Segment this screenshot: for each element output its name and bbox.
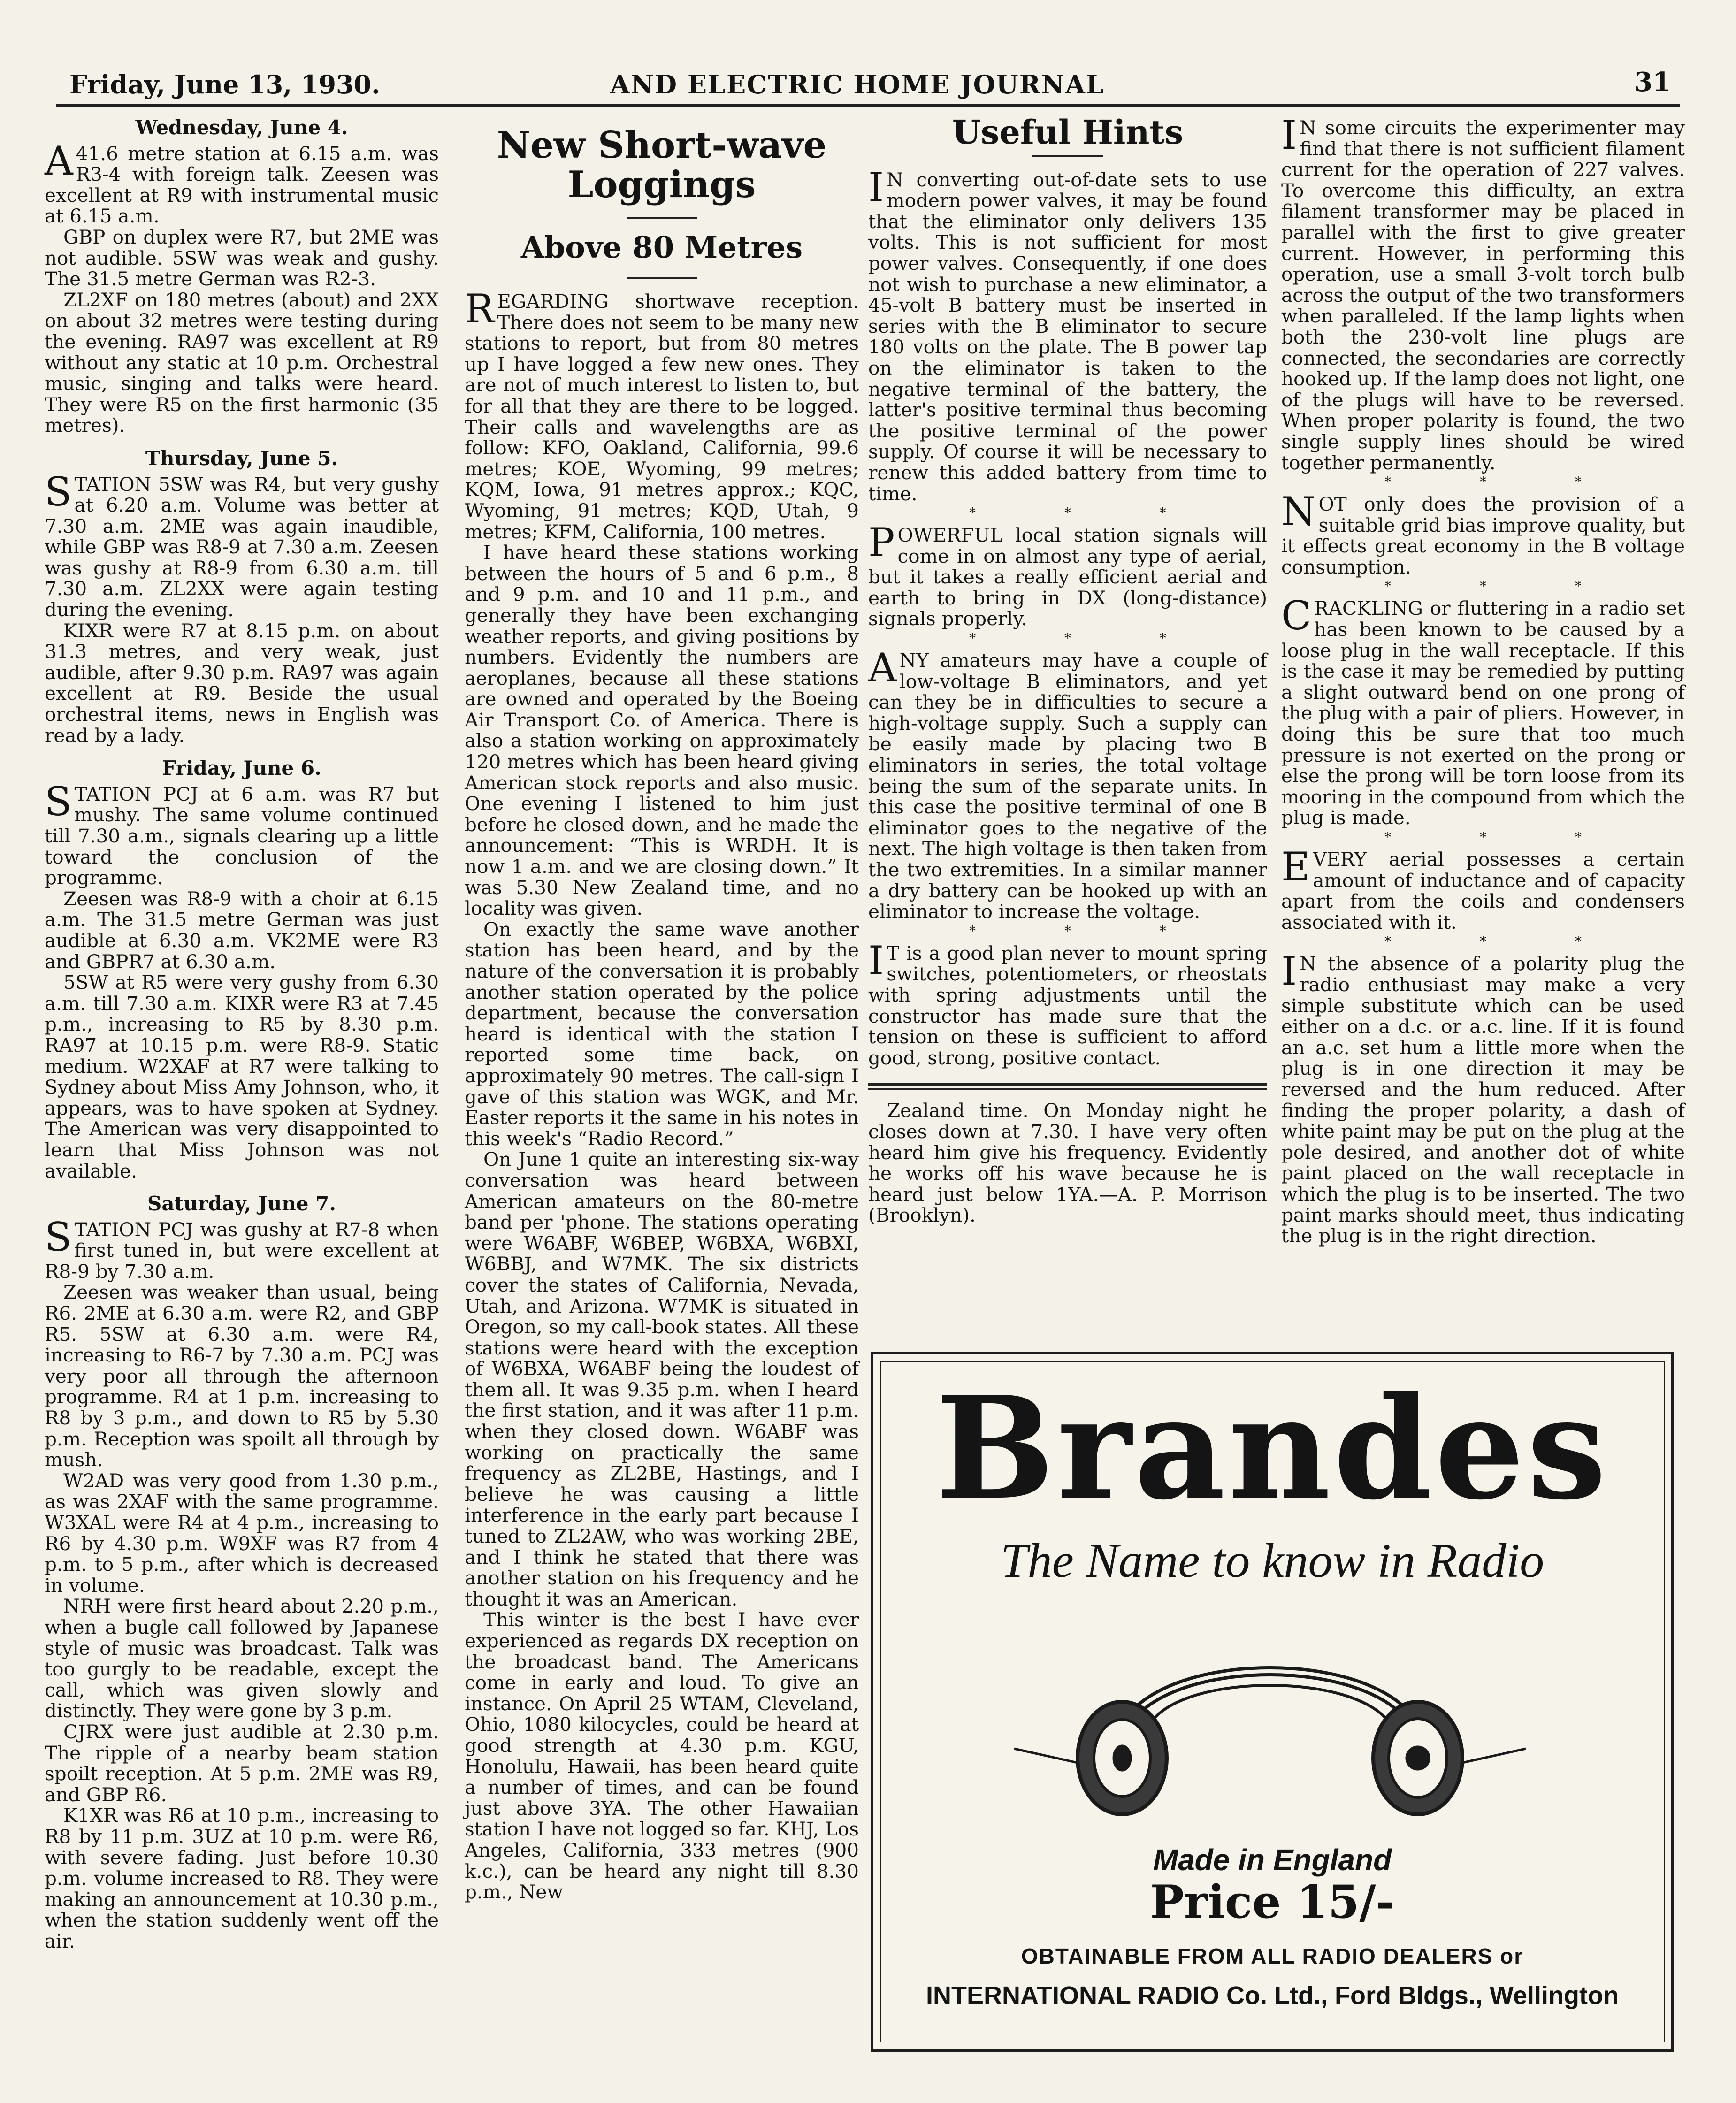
article-paragraph: REGARDING shortwave reception. There does not seem to be many new stations to report, but from 80 metres up I have logged a few new ones. They are not of much interest to listen to, but for all that they are there to be logged. Their calls and wavelengths are as follow: KFO, Oakland, California, 99.6 metres; KOE, Wyoming, 99 metres; KQM, Iowa, 91 metres approx.; KQC, Wyoming, 91 metres; KQD, Utah, 9 metres; KFM, California, 100 metres.: [465, 286, 859, 543]
log-paragraph: Zeesen was weaker than usual, being R6. 2ME at 6.30 a.m. were R2, and GBP R5. 5SW at 6.30 a.m. were R4, increasing to R6-7 by 7.30 a.m. PCJ was very poor all through the afternoon programme. R4 at 1 p.m. increasing to R8 by 3 p.m., and down to R5 by 5.30 p.m. Reception was spoilt all through by mush.: [45, 1281, 439, 1471]
separator-stars: * * *: [969, 630, 1208, 646]
log-paragraph: NRH were first heard about 2.20 p.m., when a bugle call followed by Japanese style of music was broadcast. Talk was too gurgly to be readable, except the call, which was given slowly and distinctly. They were gone by 3 p.m.: [45, 1595, 439, 1722]
headphones-illustration: [1005, 1608, 1535, 1824]
left-earpiece-icon: [1078, 1702, 1167, 1814]
hint-paragraph: POWERFUL local station signals will come in on almost any type of aerial, but it takes a really efficient aerial and earth to bring in DX (long-distance) signals properly.: [868, 520, 1267, 630]
subtitle-rule: [627, 277, 697, 279]
article-title: New Short-wave Loggings: [497, 124, 827, 206]
hint-paragraph: CRACKLING or fluttering in a radio set has been known to be caused by a loose plug in the wall receptacle. If this is the case it may be remedied by putting a slight outward bend on one prong of the plug with a pair of pliers. However, in doing this be sure that too much pressure is not exerted on the prong or else the prong will be torn loose from its mooring in the compound from which the plug is made.: [1281, 593, 1685, 829]
ad-made-in: Made in England: [1153, 1843, 1392, 1877]
title-rule: [627, 217, 697, 219]
ad-price: Price 15/-: [1150, 1875, 1395, 1928]
log-paragraph: KIXR were R7 at 8.15 p.m. on about 31.3 metres, and very weak, just audible, after 9.30 p.m. RA97 was again excellent at R9. Beside the usual orchestral items, news in English was read by a lady.: [45, 619, 439, 747]
hints-title: Useful Hints: [952, 113, 1184, 152]
log-paragraph: STATION PCJ was gushy at R7-8 when first tuned in, but were excellent at R8-9 by 7.30 a.m.: [45, 1214, 439, 1283]
header-rule: [56, 104, 1680, 107]
hint-paragraph: ANY amateurs may have a couple of low-voltage B eliminators, and yet can they be in difficulties to secure a high-voltage supply. Such a supply can be easily made by placing two B eliminators in series, the total voltage being the sum of the separate units. In this case the positive terminal of one B eliminator goes to the negative of the next. The high voltage is then taken from the two extremities. In a similar manner a dry battery can be hooked up with an eliminator to increase the voltage.: [868, 645, 1267, 923]
column-hints-continued: [1281, 112, 1685, 1247]
ad-brand-name: Brandes: [935, 1365, 1609, 1531]
hint-paragraph: IT is a good plan never to mount spring switches, potentiometers, or rheostats with spring adjustments until the constructor has made sure that the tension on these is sufficient to afford good, strong, positive contact.: [868, 937, 1267, 1069]
hint-paragraph: EVERY aerial possesses a certain amount of inductance and of capacity apart from the coils and condensers associated with it.: [1281, 844, 1685, 933]
article-paragraph: I have heard these stations working between the hours of 5 and 6 p.m., 8 and 9 p.m. and 10 and 11 p.m., and generally they have been exchanging weather reports, and giving positions by numbers. Evidently the numbers are aeroplanes, because all these stations are owned and operated by the Boeing Air Transport Co. of America. There is also a station working on approximately 120 metres which has been heard giving American stock reports and also music. One evening I listened to him just before he closed down, and he made the announcement: “This is WRDH. It is now 1 a.m. and we are closing down.” It was 5.30 New Zealand time, and no locality was given.: [465, 541, 859, 920]
hint-paragraph: IN the absence of a polarity plug the radio enthusiast may make a very simple substitute which can be used either on a d.c. or a.c. line. If it is found an a.c. set hum a little more when the plug is in one direction it may be reversed and the hum reduced. After finding the proper polarity, a dash of white paint may be put on the plug at the pole desired, and another dot of white paint placed on the wall receptacle in which the plug is to be inserted. The two paint marks should meet, thus indicating the plug is in the right direction.: [1281, 948, 1685, 1247]
article-paragraph: On June 1 quite an interesting six-way conversation was heard between American amateurs on the 80-metre band per 'phone. The stations operating were W6ABF, W6BEP, W6BXA, W6BXI, W6BBJ, and W7MK. The six districts cover the states of California, Nevada, Utah, and Arizona. W7MK is situated in Oregon, so my call-book states. All these stations were heard with the exception of W6BXA, W6ABF being the loudest of them all. It was 9.35 p.m. when I heard the first station, and it was after 11 p.m. when they closed down. W6ABF was working on practically the same frequency as ZL2BE, Hastings, and I believe he was causing a little interference in the early part because I tuned to ZL2AW, who was working 2BE, and I think he stated that there was another station on his frequency and he thought it was an American.: [465, 1148, 859, 1610]
log-paragraph: W2AD was very good from 1.30 p.m., as was 2XAF with the same programme. W3XAL were R4 at 4 p.m., increasing to R6 by 4.30 p.m. W9XF was R7 from 4 p.m. to 5 p.m., after which is decreased in volume.: [45, 1469, 439, 1597]
continued-paragraph: Zealand time. On Monday night he closes down at 7.30. I have very often heard him give his frequency. Evidently he works off his wave because he is heard just below 1YA.—A. P. Morrison (Brooklyn).: [868, 1099, 1267, 1227]
ad-company: INTERNATIONAL RADIO Co. Ltd., Ford Bldgs., Wellington: [926, 1981, 1619, 2010]
column-loggings: [465, 117, 859, 1903]
page-number: 31: [1634, 67, 1671, 98]
separator-stars: * * *: [969, 923, 1208, 939]
log-paragraph: ZL2XF on 180 metres (about) and 2XX on about 32 metres were testing during the evening. RA97 was excellent at R9 without any static at 10 p.m. Orchestral music, singing and talks were heard. They were R5 on the first harmonic (35 metres).: [45, 288, 439, 437]
page-header: [56, 61, 1680, 108]
log-paragraph: STATION PCJ at 6 a.m. was R7 but mushy. The same volume continued till 7.30 a.m., signals clearing up a little toward the conclusion of the programme.: [45, 778, 439, 889]
log-paragraph: CJRX were just audible at 2.30 p.m. The ripple of a nearby beam station spoilt reception. At 5 p.m. 2ME was R9, and GBP R6.: [45, 1720, 439, 1806]
separator-stars: * * *: [969, 505, 1208, 521]
log-paragraph: A41.6 metre station at 6.15 a.m. was R3-4 with foreign talk. Zeesen was excellent at R9 with instrumental music at 6.15 a.m.: [45, 138, 439, 228]
journal-title: AND ELECTRIC HOME JOURNAL: [610, 69, 1105, 99]
day-heading: Friday, June 6.: [162, 757, 321, 780]
separator-stars: * * *: [1384, 829, 1624, 845]
article-subtitle: Above 80 Metres: [520, 230, 803, 265]
hint-paragraph: NOT only does the provision of a suitable grid bias improve quality, but it effects great economy in the B voltage consumption.: [1281, 489, 1685, 578]
day-heading: Saturday, June 7.: [147, 1192, 336, 1216]
log-paragraph: STATION 5SW was R4, but very gushy at 6.20 a.m. Volume was better at 7.30 a.m. 2ME was again inaudible, while GBP was R8-9 at 7.30 a.m. Zeesen was gushy at R8-9 from 6.30 a.m. till 7.30 a.m. ZL2XX were again testing during the evening.: [45, 468, 439, 621]
right-earpiece-icon: [1373, 1702, 1462, 1814]
log-paragraph: K1XR was R6 at 10 p.m., increasing to R8 by 11 p.m. 3UZ at 10 p.m. were R6, with severe fading. Just before 10.30 p.m. volume increased to R8. They were making an announcement at 10.30 p.m., when the station suddenly went off the air.: [45, 1804, 439, 1952]
column-break-rule-thin: [868, 1088, 1267, 1090]
hint-paragraph: IN some circuits the experimenter may find that there is not sufficient filament current for the operation of 227 valves. To overcome this difficulty, an extra filament transformer may be placed in parallel with the first to give greater current. However, in performing this operation, use a small 3-volt torch bulb across the output of the two transformers when paralleled. If the lamp lights when both the 230-volt line plugs are connected, the secondaries are correctly hooked up. If the lamp does not light, one of the plugs will have to be reversed. When proper polarity is found, the two single supply lines should be wired together permanently.: [1281, 112, 1685, 474]
hint-paragraph: IN converting out-of-date sets to use modern power valves, it may be found that the eliminator only delivers 135 volts. This is not sufficient for most power valves. Consequently, if one does not wish to purchase a new eliminator, a 45-volt B battery must be inserted in series with the B eliminator to secure 180 volts on the plate. The B power tap on the eliminator is taken to the negative terminal of the battery, the latter's positive terminal thus becoming the positive terminal of the power supply. Of course it will be necessary to renew this added battery from time to time.: [868, 164, 1267, 505]
column-break-rule: [868, 1083, 1267, 1086]
brandes-advertisement: [871, 1352, 1674, 2052]
article-paragraph: This winter is the best I have ever experienced as regards DX reception on the broadcast band. The Americans come in early and loud. To give an instance. On April 25 WTAM, Cleveland, Ohio, 1080 kilocycles, could be heard at good strength at 4.30 p.m. KGU, Honolulu, Hawaii, has been heard quite a number of times, and can be found just above 3YA. The other Hawaiian station I have not logged so far. KHJ, Los Angeles, California, 333 metres (900 k.c.), can be heard any night till 8.30 p.m., New: [465, 1608, 859, 1904]
ad-tagline: The Name to know in Radio: [1000, 1534, 1545, 1588]
article-paragraph: On exactly the same wave another station has been heard, and by the nature of the conversation it is probably another station operated by the police department, because the conversation heard is identical with the station I reported some time back, on approximately 90 metres. The call-sign I gave of this station was WGK, and Mr. Easter reports it the same in his notes in this week's “Radio Record.”: [465, 918, 859, 1150]
log-paragraph: 5SW at R5 were very gushy from 6.30 a.m. till 7.30 a.m. KIXR were R3 at 7.45 p.m., increasing to R5 by 8.30 p.m. RA97 at 10.15 p.m. were R8-9. Static medium. W2XAF at R7 were talking to Sydney about Miss Amy Johnson, who, it appears, was to have spoken at Sydney. The American was very disappointed to learn that Miss Johnson was not available.: [45, 971, 439, 1182]
separator-stars: * * *: [1384, 933, 1624, 949]
hints-title-rule: [1032, 155, 1103, 157]
log-paragraph: GBP on duplex were R7, but 2ME was not audible. 5SW was weak and gushy. The 31.5 metre German was R2-3.: [45, 225, 439, 291]
column-daily-log: [45, 117, 439, 1951]
day-heading: Wednesday, June 4.: [135, 116, 348, 139]
log-paragraph: Zeesen was R8-9 with a choir at 6.15 a.m. The 31.5 metre German was just audible at 6.30 a.m. VK2ME were R3 and GBPR7 at 6.30 a.m.: [45, 887, 439, 973]
day-heading: Thursday, June 5.: [145, 446, 338, 470]
column-hints: [868, 113, 1267, 1227]
separator-stars: * * *: [1384, 578, 1624, 594]
ad-obtainable: OBTAINABLE FROM ALL RADIO DEALERS or: [1021, 1944, 1524, 1968]
separator-stars: * * *: [1384, 474, 1624, 490]
issue-date: Friday, June 13, 1930.: [69, 69, 380, 99]
